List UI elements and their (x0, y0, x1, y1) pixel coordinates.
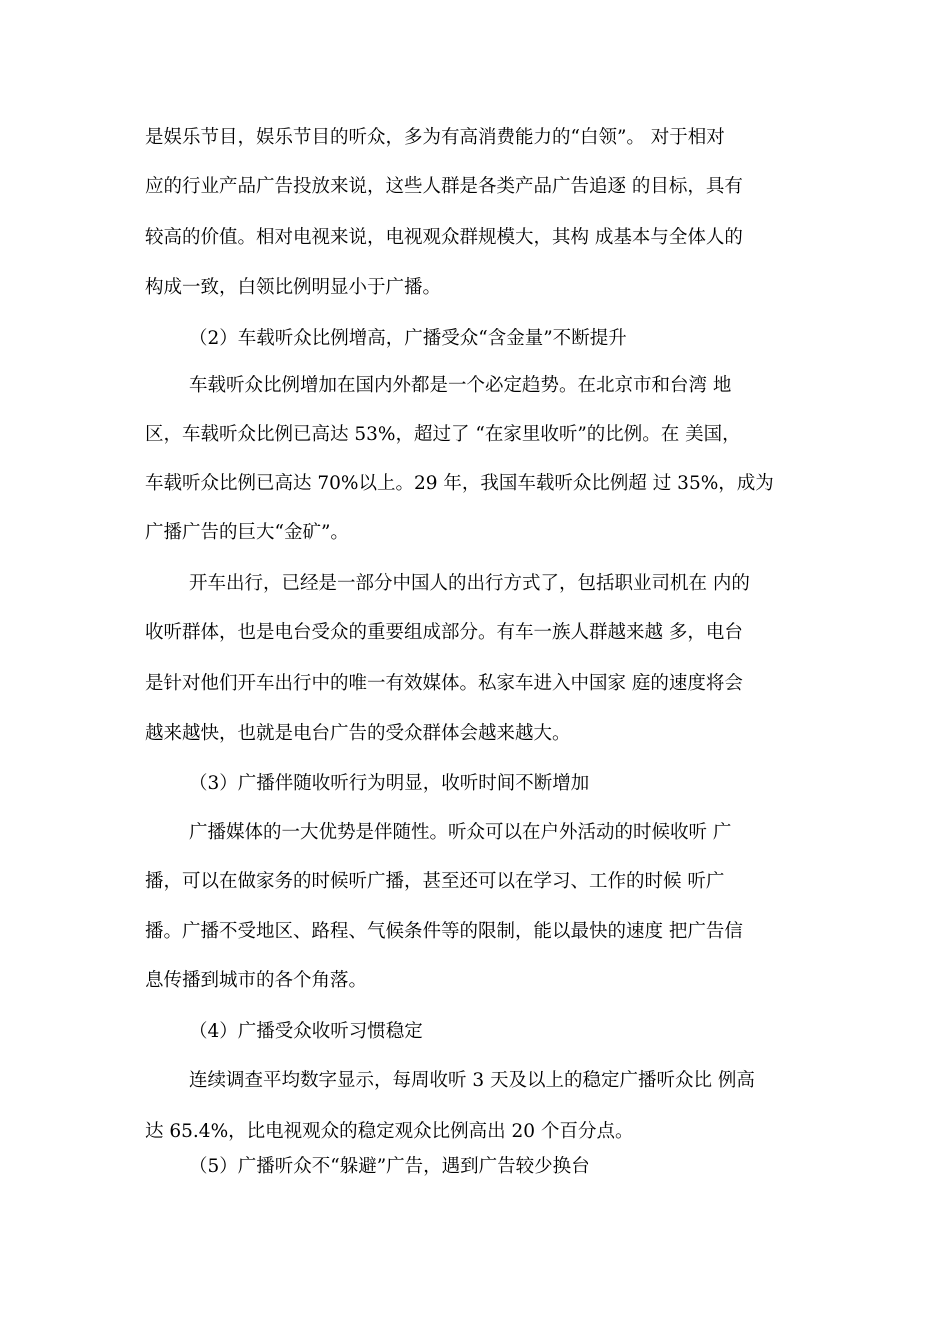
paragraph-line: 息传播到城市的各个角落。 (145, 970, 368, 991)
paragraph-line: 广播媒体的一大优势是伴随性。听众可以在户外活动的时候收听 广 (189, 822, 732, 843)
paragraph-line: 构成一致，白领比例明显小于广播。 (145, 277, 442, 298)
paragraph-line: 广播广告的巨大“金矿”。 (145, 522, 349, 543)
paragraph-line: 车载听众比例增加在国内外都是一个必定趋势。在北京市和台湾 地 (189, 375, 732, 396)
section-heading-5: （5）广播听众不“躲避”广告，遇到广告较少换台 (189, 1156, 590, 1177)
paragraph-line: 开车出行，已经是一部分中国人的出行方式了，包括职业司机在 内的 (189, 573, 750, 594)
paragraph-line: 播。广播不受地区、路程、气候条件等的限制，能以最快的速度 把广告信 (145, 921, 743, 942)
paragraph-line: 区，车载听众比例已高达 53%，超过了 “在家里收听”的比例。在 美国， (145, 424, 741, 445)
paragraph-line: 达 65.4%，比电视观众的稳定观众比例高出 20 个百分点。 (145, 1121, 634, 1142)
paragraph-line: 是针对他们开车出行中的唯一有效媒体。私家车进入中国家 庭的速度将会 (145, 673, 743, 694)
paragraph-line: 应的行业产品广告投放来说，这些人群是各类产品广告追逐 的目标，具有 (145, 176, 743, 197)
section-heading-2: （2）车载听众比例增高，广播受众“含金量”不断提升 (189, 328, 627, 349)
section-heading-4: （4）广播受众收听习惯稳定 (189, 1021, 423, 1042)
paragraph-line: 较高的价值。相对电视来说，电视观众群规模大，其构 成基本与全体人的 (145, 227, 743, 248)
section-heading-3: （3）广播伴随收听行为明显，收听时间不断增加 (189, 773, 590, 794)
paragraph-line: 是娱乐节目，娱乐节目的听众，多为有高消费能力的“白领”。 对于相对 (145, 127, 725, 148)
paragraph-line: 连续调查平均数字显示，每周收听 3 天及以上的稳定广播听众比 例高 (189, 1070, 755, 1091)
paragraph-line: 车载听众比例已高达 70%以上。29 年，我国车载听众比例超 过 35%，成为 (145, 473, 774, 494)
paragraph-line: 播，可以在做家务的时候听广播，甚至还可以在学习、工作的时候 听广 (145, 871, 725, 892)
paragraph-line: 越来越快，也就是电台广告的受众群体会越来越大。 (145, 723, 571, 744)
paragraph-line: 收听群体，也是电台受众的重要组成部分。有车一族人群越来越 多，电台 (145, 622, 743, 643)
